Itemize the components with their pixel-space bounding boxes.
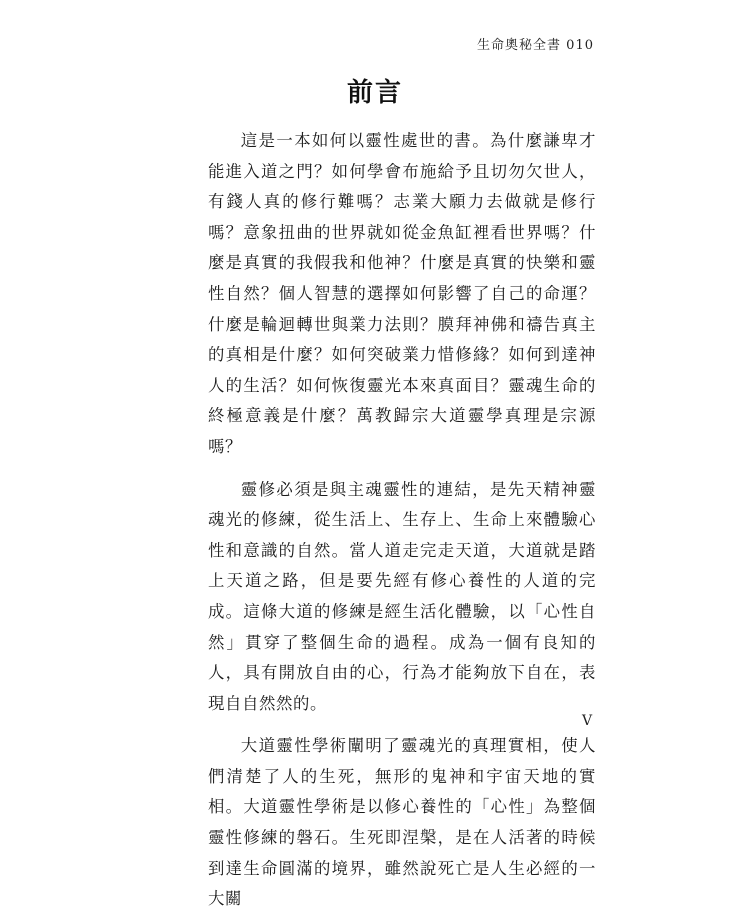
- page-title: 前言: [346, 78, 403, 108]
- page-number: V: [582, 713, 593, 729]
- body-text: [208, 126, 596, 909]
- paragraph-3: 大道靈性學術闡明了靈魂光的真理實相，使人們清楚了人的生死，無形的鬼神和宇宙天地的實相。大道靈性學術是以修心養性的「心性」為整個靈性修練的磐石。生死即涅槃，是在人活著的時候到達生命圓滿的境界，雖然說死亡是人生必經的一大關: [208, 736, 596, 909]
- paragraph-2: 靈修必須是與主魂靈性的連結，是先天精神靈魂光的修練，從生活上、生存上、生命上來體驗心性和意識的自然。當人道走完走天道，大道就是踏上天道之路，但是要先經有修心養性的人道的完成。這條大道的修練是經生活化體驗，以「心性自然」貫穿了整個生命的過程。成為一個有良知的人，具有開放自由的心，行為才能夠放下自在，表現自自然然的。: [208, 479, 596, 713]
- running-header: 生命奧秘全書 010: [477, 38, 594, 53]
- paragraph-1: 這是一本如何以靈性處世的書。為什麼謙卑才能進入道之門？如何學會布施給予且切勿欠世人，有錢人真的修行難嗎？志業大願力去做就是修行嗎？意象扭曲的世界就如從金魚缸裡看世界嗎？什麼是真實的我假我和他神？什麼是真實的快樂和靈性自然？個人智慧的選擇如何影響了自己的命運？什麼是輪迴轉世與業力法則？膜拜神佛和禱告真主的真相是什麼？如何突破業力惜修緣？如何到達神人的生活？如何恢復靈光本來真面目？靈魂生命的終極意義是什麼？萬教歸宗大道靈學真理是宗源嗎？: [208, 131, 596, 456]
